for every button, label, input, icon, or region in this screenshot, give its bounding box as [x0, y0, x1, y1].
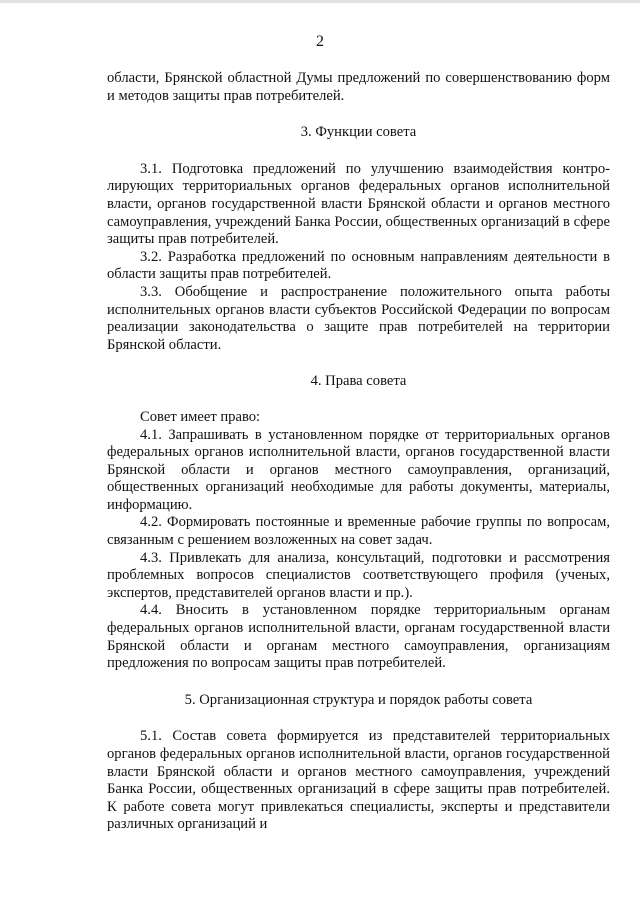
section-5-item-1: 5.1. Состав совета формируется из представителей территориальных органов федеральных органов исполнительной власти, органов государственной власти Брянской области и органов местного самоуправления, учреждений Банка России, общественных организаций в сфере защиты прав потребителей. К работе совета могут привлекаться специалисты, эксперты и представители различных организаций и — [107, 728, 610, 833]
section-3-item-2: 3.2. Разработка предложений по основным направлениям деятельности в области защиты прав потребителей. — [107, 248, 610, 283]
document-body — [107, 70, 610, 834]
section-4-item-1: 4.1. Запрашивать в установленном порядке от территориальных органов федеральных органов исполнительной власти, органов государственной власти Брянской области и органов местного самоуправления, организаций, общественных организаций необходимые для работы документы, материалы, информацию. — [107, 426, 610, 513]
section-5-heading: 5. Организационная структура и порядок работы совета — [184, 691, 533, 708]
section-4-lead: Совет имеет право: — [140, 408, 261, 425]
section-3-item-1: 3.1. Подготовка предложений по улучшению взаимодействия контролирующих территориальных органов федеральных органов исполнительной власти, органов государственной власти Брянской области и органов местного самоуправления, учреждений Банка России, общественных организаций в сфере защиты прав потребителей. — [107, 160, 610, 248]
section-3-item-3: 3.3. Обобщение и распространение положительного опыта работы исполнительных органов власти субъектов Российской Федерации по вопросам реализации законодательства о защите прав потребителей на территории Брянской области. — [107, 283, 610, 353]
section-4-heading: 4. Права совета — [310, 373, 407, 390]
section-4-item-3: 4.3. Привлекать для анализа, консультаций, подготовки и рассмотрения проблемных вопросов специалистов соответствующего профиля (ученых, экспертов, представителей органов власти и пр.). — [107, 549, 610, 601]
section-4-item-2: 4.2. Формировать постоянные и временные рабочие группы по вопросам, связанным с решением возложенных на совет задач. — [107, 514, 610, 549]
intro-paragraph: области, Брянской областной Думы предложений по совершенствованию форм и методов защиты прав потребителей. — [107, 70, 610, 104]
scan-edge — [0, 0, 640, 3]
section-4-item-4: 4.4. Вносить в установленном порядке территориальным органам федеральных органов исполнительной власти, органам государственной власти Брянской области и органам местного самоуправления, организациям предложения по вопросам защиты прав потребителей. — [107, 602, 610, 672]
page-number: 2 — [316, 33, 324, 50]
section-3-heading: 3. Функции совета — [300, 124, 417, 141]
